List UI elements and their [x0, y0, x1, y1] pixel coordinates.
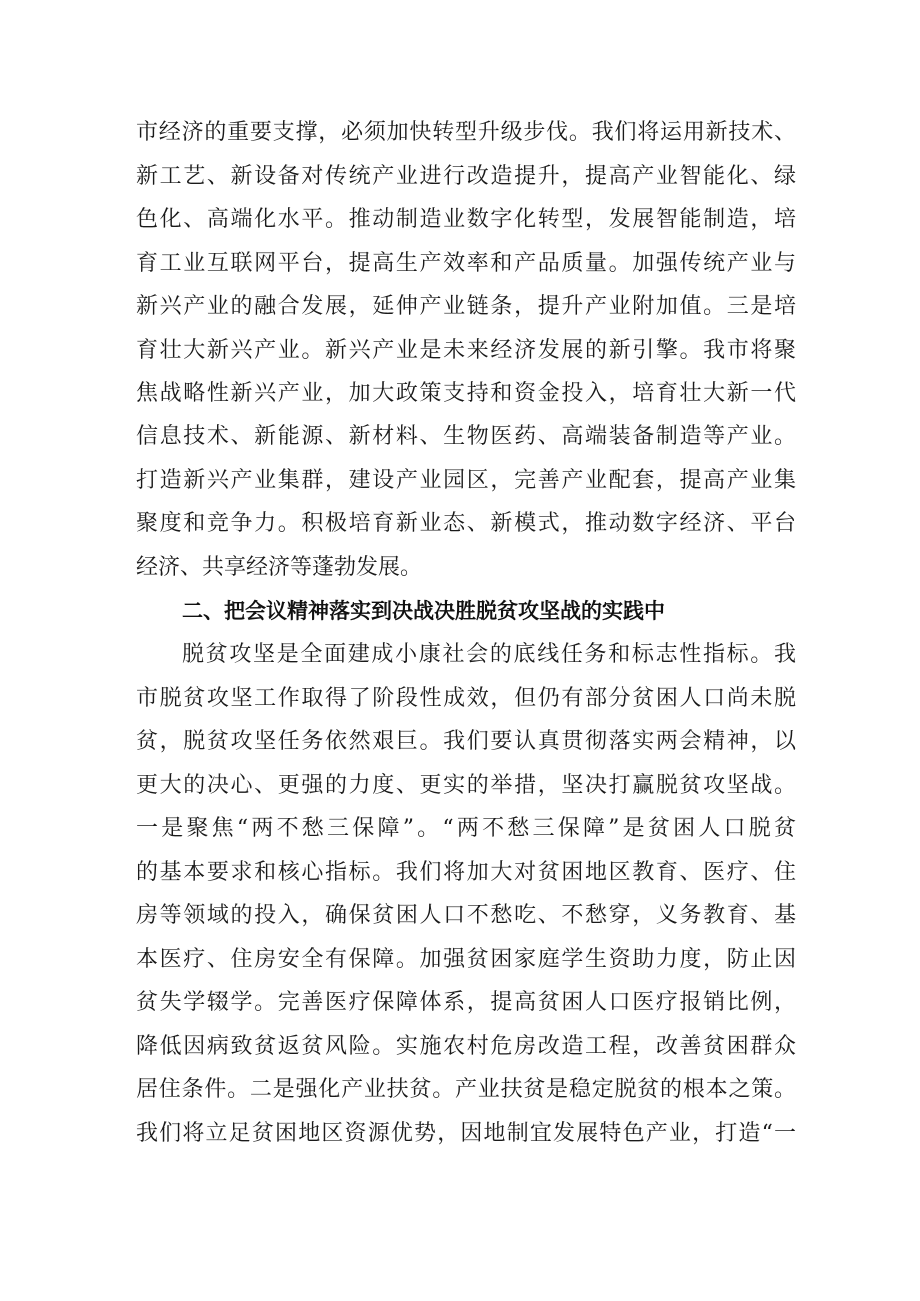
paragraph-1-line: 焦战略性新兴产业，加大政策支持和资金投入，培育壮大新一代	[136, 381, 796, 406]
paragraph-1-line: 市经济的重要支撑，必须加快转型升级步伐。我们将运用新技术、	[136, 120, 796, 145]
paragraph-1-line: 信息技术、新能源、新材料、生物医药、高端装备制造等产业。	[136, 424, 796, 449]
section-heading: 二、把会议精神落实到决战决胜脱贫攻坚战的实践中	[182, 599, 665, 623]
paragraph-1-line: 打造新兴产业集群，建设产业园区，完善产业配套，提高产业集	[136, 468, 796, 493]
paragraph-1-line: 新兴产业的融合发展，延伸产业链条，提升产业附加值。三是培	[136, 294, 796, 319]
paragraph-2-line: 更大的决心、更强的力度、更实的举措，坚决打赢脱贫攻坚战。	[136, 773, 796, 798]
paragraph-2-line: 贫，脱贫攻坚任务依然艰巨。我们要认真贯彻落实两会精神，以	[136, 729, 796, 754]
paragraph-1-line: 聚度和竞争力。积极培育新业态、新模式，推动数字经济、平台	[136, 511, 796, 536]
paragraph-1-line: 育壮大新兴产业。新兴产业是未来经济发展的新引擎。我市将聚	[136, 338, 796, 363]
paragraph-1-line: 色化、高端化水平。推动制造业数字化转型，发展智能制造，培	[136, 207, 796, 232]
paragraph-1-line: 经济、共享经济等蓬勃发展。	[136, 555, 423, 580]
paragraph-2-line: 的基本要求和核心指标。我们将加大对贫困地区教育、医疗、住	[136, 860, 796, 885]
paragraph-2-line: 居住条件。二是强化产业扶贫。产业扶贫是稳定脱贫的根本之策。	[136, 1077, 796, 1102]
paragraph-2-line: 一是聚焦“两不愁三保障”。“两不愁三保障”是贫困人口脱贫	[136, 816, 796, 841]
paragraph-2-line: 市脱贫攻坚工作取得了阶段性成效，但仍有部分贫困人口尚未脱	[136, 686, 796, 711]
paragraph-2-line: 脱贫攻坚是全面建成小康社会的底线任务和标志性指标。我	[182, 642, 796, 667]
paragraph-2-line: 本医疗、住房安全有保障。加强贫困家庭学生资助力度，防止因	[136, 947, 796, 972]
paragraph-2-line: 我们将立足贫困地区资源优势，因地制宜发展特色产业，打造“一	[136, 1121, 796, 1146]
paragraph-1-line: 育工业互联网平台，提高生产效率和产品质量。加强传统产业与	[136, 251, 796, 276]
paragraph-2-line: 降低因病致贫返贫风险。实施农村危房改造工程，改善贫困群众	[136, 1034, 796, 1059]
paragraph-1-line: 新工艺、新设备对传统产业进行改造提升，提高产业智能化、绿	[136, 164, 796, 189]
paragraph-2-line: 房等领域的投入，确保贫困人口不愁吃、不愁穿，义务教育、基	[136, 903, 796, 928]
paragraph-2-line: 贫失学辍学。完善医疗保障体系，提高贫困人口医疗报销比例，	[136, 990, 796, 1015]
